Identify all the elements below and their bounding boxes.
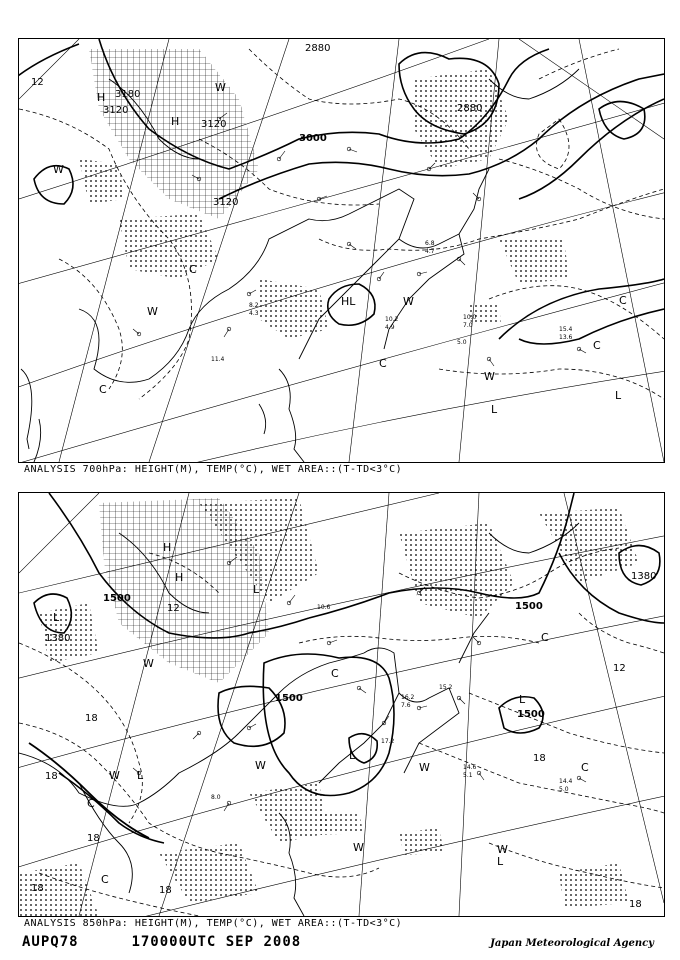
obs-value: 8.0 [211,794,221,801]
high-label: H [97,91,106,104]
isotherm-label-18: 18 [159,885,172,896]
warm-label: W [353,841,364,854]
cold-label: C [331,667,339,680]
obs-value: 10.0 [463,314,477,321]
isotherm-label-18: 18 [533,753,546,764]
isotherm-label-18: 18 [87,833,100,844]
high-label: H [175,571,184,584]
warm-label: W [53,163,64,176]
obs-value: 16.2 [401,694,415,701]
low-label: L [519,693,526,706]
obs-value: 14.6 [463,764,477,771]
contour-label-2880-a: 2880 [305,43,331,54]
warm-label: W [255,759,266,772]
obs-value: 15.2 [439,684,453,691]
cold-label: C [619,294,627,307]
hl-label: HL [341,295,356,308]
obs-value: 10.2 [385,316,399,323]
contour-label-1500: 1500 [517,709,545,720]
warm-label: W [143,657,154,670]
cold-label: C [189,263,197,276]
contour-label-1500: 1500 [275,693,303,704]
low-label: L [53,611,60,624]
isotherm-label-12: 12 [31,77,44,88]
fronts-850hpa [29,743,149,838]
contour-label-1500: 1500 [515,601,543,612]
low-label: L [497,855,504,868]
obs-value: 5.1 [463,772,473,779]
chart-caption-700hpa: ANALYSIS 700hPa: HEIGHT(M), TEMP(°C), WET AREA::(T-TD<3°C) [24,464,403,475]
obs-value: 17.2 [381,738,395,745]
wet-area-700hpa [79,49,569,339]
obs-value: 15.4 [559,326,573,333]
low-label: L [137,769,144,782]
bulletin-code: AUPQ78 [22,934,79,950]
contour-label-1380: 1380 [631,571,657,582]
obs-value: 5.0 [559,786,569,793]
obs-value: 14.4 [559,778,573,785]
contour-label-3120-a: 3120 [103,105,129,116]
warm-label: W [484,370,495,383]
low-label: L [349,749,356,762]
map-850hpa [18,492,665,917]
cold-label: C [101,873,109,886]
contour-label-3120-b: 3120 [201,119,227,130]
high-label: H [163,541,172,554]
low-label: L [491,403,498,416]
contour-label-3120-c: 3120 [213,197,239,208]
obs-value: 4.9 [385,324,395,331]
chart-identifier [22,934,301,950]
cold-label: C [379,357,387,370]
high-label: H [171,115,180,128]
warm-label: W [109,769,120,782]
contour-label-1380: 1380 [45,633,71,644]
obs-value: 4.3 [249,310,259,317]
obs-value: 8.2 [249,302,259,309]
contour-label-2880-b: 2880 [457,103,483,114]
contour-label-3180: 3180 [115,89,141,100]
contour-label-1500: 1500 [103,593,131,604]
obs-value: 13.6 [559,334,573,341]
isotherm-label-18: 18 [629,899,642,910]
valid-datetime: 170000UTC SEP 2008 [131,934,302,950]
obs-value: 6.8 [425,240,435,247]
obs-value: 5.0 [457,339,467,346]
obs-value: 4.7 [425,248,435,255]
warm-label: W [403,295,414,308]
warm-label: W [497,843,508,856]
obs-value: 10.6 [317,604,331,611]
obs-value: 7.6 [401,702,411,709]
isotherm-label-18: 18 [85,713,98,724]
cold-label: C [541,631,549,644]
low-label: L [615,389,622,402]
obs-value: 7.0 [463,322,473,329]
isotherm-label-12: 12 [613,663,626,674]
map-700hpa-canvas [19,39,664,462]
obs-value: 11.4 [211,356,225,363]
contour-label-3000: 3000 [299,133,327,144]
agency-credit: Japan Meteorological Agency [490,938,654,949]
wet-area-850hpa [19,498,639,916]
cold-label: C [87,797,95,810]
isotherm-label-12: 12 [167,603,180,614]
map-700hpa [18,38,665,463]
cold-label: C [99,383,107,396]
chart-caption-850hpa: ANALYSIS 850hPa: HEIGHT(M), TEMP(°C), WET AREA::(T-TD<3°C) [24,918,403,929]
warm-label: W [215,81,226,94]
cold-label: C [593,339,601,352]
isotherm-label-18: 18 [31,883,44,894]
map-850hpa-canvas [19,493,664,916]
warm-label: W [419,761,430,774]
warm-label: W [147,305,158,318]
low-label: L [253,583,260,596]
cold-label: C [581,761,589,774]
isotherm-label-18: 18 [45,771,58,782]
